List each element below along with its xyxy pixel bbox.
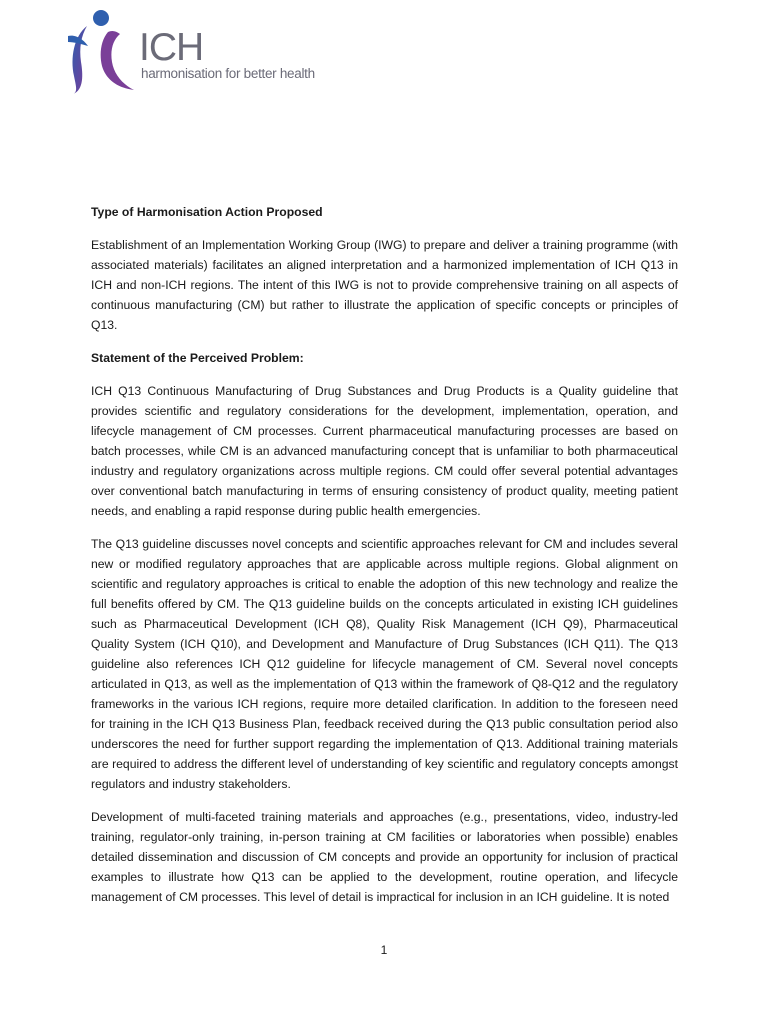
ich-logo (68, 6, 328, 98)
logo-tagline: harmonisation for better health (141, 66, 315, 81)
section-heading-action: Type of Harmonisation Action Proposed (91, 205, 323, 219)
section-heading-problem: Statement of the Perceived Problem: (91, 351, 304, 365)
document-body (91, 202, 678, 920)
paragraph-action: Establishment of an Implementation Working Group (IWG) to prepare and deliver a training programme (with associated materials) facilitates an aligned interpretation and a harmonized implementation of ICH Q13 in ICH and non-ICH regions. The intent of this IWG is not to provide comprehensive training on all aspects of continuous manufacturing (CM) but rather to illustrate the application of specific concepts or principles of Q13. (91, 238, 678, 332)
paragraph-problem-1: ICH Q13 Continuous Manufacturing of Drug Substances and Drug Products is a Quality guideline that provides scientific and regulatory considerations for the development, implementation, operation, and lifecycle management of CM processes. Current pharmaceutical manufacturing processes are based on batch processes, while CM is an advanced manufacturing concept that is unfamiliar to both pharmaceutical industry and regulatory organizations across multiple regions. CM could offer several potential advantages over conventional batch manufacturing in terms of ensuring consistency of product quality, meeting patient needs, and enabling a rapid response during public health emergencies. (91, 384, 678, 518)
ich-figure-icon (68, 6, 140, 98)
paragraph-problem-2: The Q13 guideline discusses novel concepts and scientific approaches relevant for CM and includes several new or modified regulatory approaches that are applicable across multiple regions. Global alignment on scientific and regulatory approaches is critical to enable the adoption of this new technology and realize the full benefits offered by CM. The Q13 guideline builds on the concepts articulated in existing ICH guidelines such as Pharmaceutical Development (ICH Q8), Quality Risk Management (ICH Q9), Pharmaceutical Quality System (ICH Q10), and Development and Manufacture of Drug Substances (ICH Q11). The Q13 guideline also references ICH Q12 guideline for lifecycle management of CM. Several novel concepts articulated in Q13, as well as the implementation of Q13 within the framework of Q8-Q12 and the regulatory frameworks in the various ICH regions, require more detailed clarification. In addition to the foreseen need for training in the ICH Q13 Business Plan, feedback received during the Q13 public consultation period also underscores the need for further support regarding the implementation of Q13. Additional training materials are required to address the different level of understanding of key scientific and regulatory concepts amongst regulators and industry stakeholders. (91, 537, 678, 791)
paragraph-problem-3: Development of multi-faceted training materials and approaches (e.g., presentations, video, industry-led training, regulator-only training, in-person training at CM facilities or laboratories when possible) enables detailed dissemination and discussion of CM concepts and provide an opportunity for inclusion of practical examples to illustrate how Q13 can be applied to the development, routine operation, and lifecycle management of CM processes. This level of detail is impractical for inclusion in an ICH guideline. It is noted (91, 810, 678, 904)
logo-name: ICH (139, 26, 204, 69)
page-number: 1 (380, 943, 388, 957)
